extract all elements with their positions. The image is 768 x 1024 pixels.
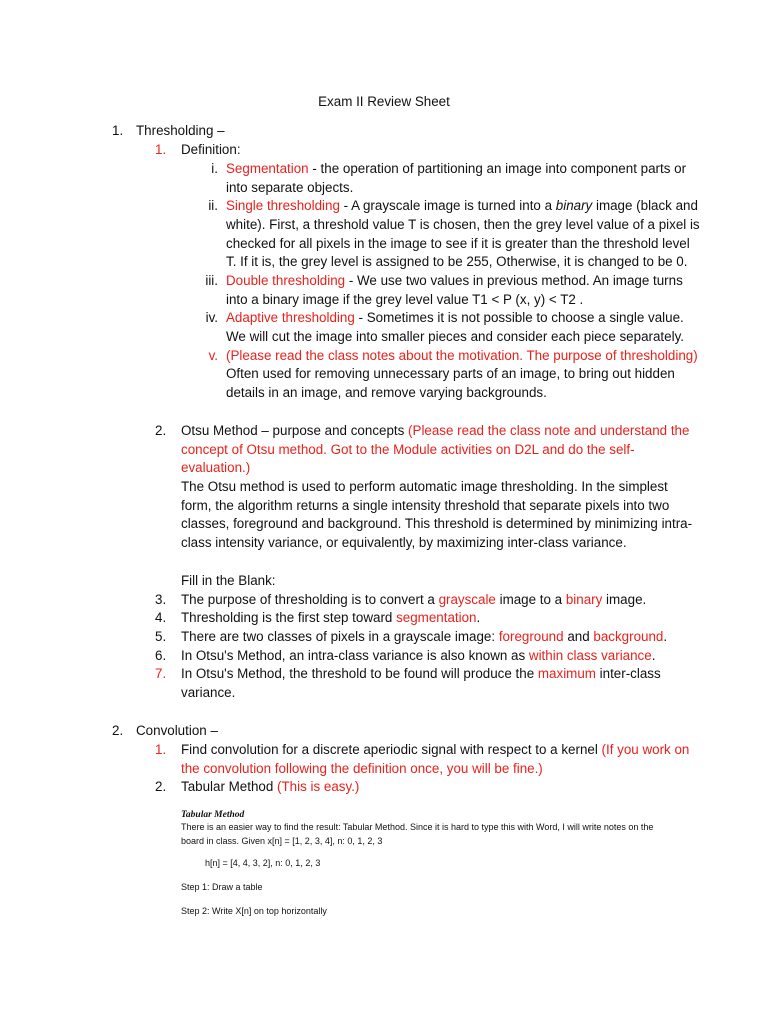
roman-number: iii. — [205, 273, 218, 288]
list-number: 3. — [155, 592, 167, 607]
question-6: In Otsu's Method, an intra-class variance is also known as within class variance. — [181, 648, 656, 663]
convolution-item-2: Tabular Method (This is easy.) — [181, 779, 360, 794]
list-item-line: details in an image, and remove varying backgrounds. — [226, 385, 547, 400]
list-item: Segmentation - the operation of partitioning an image into component parts or — [226, 161, 687, 176]
list-item-line: into a binary image if the grey level value T1 < P (x, y) < T2 . — [226, 292, 584, 307]
term: Adaptive thresholding — [226, 310, 355, 325]
fill-in-heading: Fill in the Blank: — [181, 573, 276, 588]
roman-number: iv. — [205, 310, 218, 325]
question-5: There are two classes of pixels in a grayscale image: foreground and background. — [181, 629, 668, 644]
term: Single thresholding — [226, 198, 340, 213]
otsu-paragraph-line: classes, foreground and background. This threshold is determined by minimizing intra- — [181, 516, 693, 531]
tabular-step-1: Step 1: Draw a table — [181, 882, 263, 892]
list-number: 7. — [155, 666, 167, 681]
roman-number: i. — [211, 161, 218, 176]
list-number: 2. — [155, 423, 167, 438]
section-number: 2. — [112, 723, 124, 738]
convolution-item-1: Find convolution for a discrete aperiodic signal with respect to a kernel (If you work on — [181, 742, 690, 757]
section-heading-convolution: Convolution – — [136, 723, 218, 738]
list-number: 1. — [155, 742, 167, 757]
subheading-otsu: Otsu Method – purpose and concepts (Please read the class note and understand the — [181, 423, 690, 438]
list-item-note: (Please read the class notes about the motivation. The purpose of thresholding) — [226, 348, 698, 363]
list-number: 5. — [155, 629, 167, 644]
list-item-line: checked for all pixels in the image to see if it is greater than the threshold level — [226, 236, 690, 251]
tabular-text-line: There is an easier way to find the result: Tabular Method. Since it is hard to type this with Word, I will write notes on the — [181, 822, 654, 832]
question-3: The purpose of thresholding is to convert a grayscale image to a binary image. — [181, 592, 647, 607]
list-item-line: T. If it is, the grey level is assigned to be 255, Otherwise, it is changed to be 0. — [226, 254, 688, 269]
page-title: Exam II Review Sheet — [318, 94, 450, 109]
otsu-note-line: concept of Otsu method. Got to the Module activities on D2L and do the self- — [181, 442, 635, 457]
question-7: In Otsu's Method, the threshold to be found will produce the maximum inter-class — [181, 666, 661, 681]
list-number: 1. — [155, 142, 167, 157]
tabular-text-line: h[n] = [4, 4, 3, 2], n: 0, 1, 2, 3 — [205, 858, 321, 868]
term: Double thresholding — [226, 273, 346, 288]
list-item-line: We will cut the image into smaller pieces and consider each piece separately. — [226, 329, 684, 344]
roman-number: ii. — [208, 198, 218, 213]
otsu-paragraph-line: form, the algorithm returns a single intensity threshold that separate pixels into two — [181, 498, 670, 513]
list-item: Adaptive thresholding - Sometimes it is not possible to choose a single value. — [226, 310, 684, 325]
list-item-line: white). First, a threshold value T is chosen, then the grey level value of a pixel is — [226, 217, 700, 232]
convolution-item-1-line: the convolution following the definition once, you will be fine.) — [181, 761, 543, 776]
term: Segmentation — [226, 161, 309, 176]
list-item: Single thresholding - A grayscale image is turned into a binary image (black and — [226, 198, 698, 213]
subheading-definition: Definition: — [181, 142, 241, 157]
list-number: 2. — [155, 779, 167, 794]
tabular-text-line: board in class. Given x[n] = [1, 2, 3, 4], n: 0, 1, 2, 3 — [181, 836, 383, 846]
question-7-line: variance. — [181, 685, 236, 700]
section-heading-thresholding: Thresholding – — [136, 123, 225, 138]
question-4: Thresholding is the first step toward segmentation. — [181, 610, 481, 625]
list-number: 4. — [155, 610, 167, 625]
otsu-paragraph-line: class intensity variance, or equivalently, by maximizing inter-class variance. — [181, 535, 627, 550]
list-number: 6. — [155, 648, 167, 663]
otsu-note-line: evaluation.) — [181, 460, 251, 475]
list-item-line: into separate objects. — [226, 180, 354, 195]
list-item-line: Often used for removing unnecessary parts of an image, to bring out hidden — [226, 366, 675, 381]
otsu-paragraph-line: The Otsu method is used to perform automatic image thresholding. In the simplest — [181, 479, 668, 494]
tabular-method-heading: Tabular Method — [181, 810, 245, 820]
roman-number: v. — [208, 348, 218, 363]
section-number: 1. — [112, 123, 124, 138]
tabular-step-2: Step 2: Write X[n] on top horizontally — [181, 906, 327, 916]
list-item: Double thresholding - We use two values in previous method. An image turns — [226, 273, 683, 288]
